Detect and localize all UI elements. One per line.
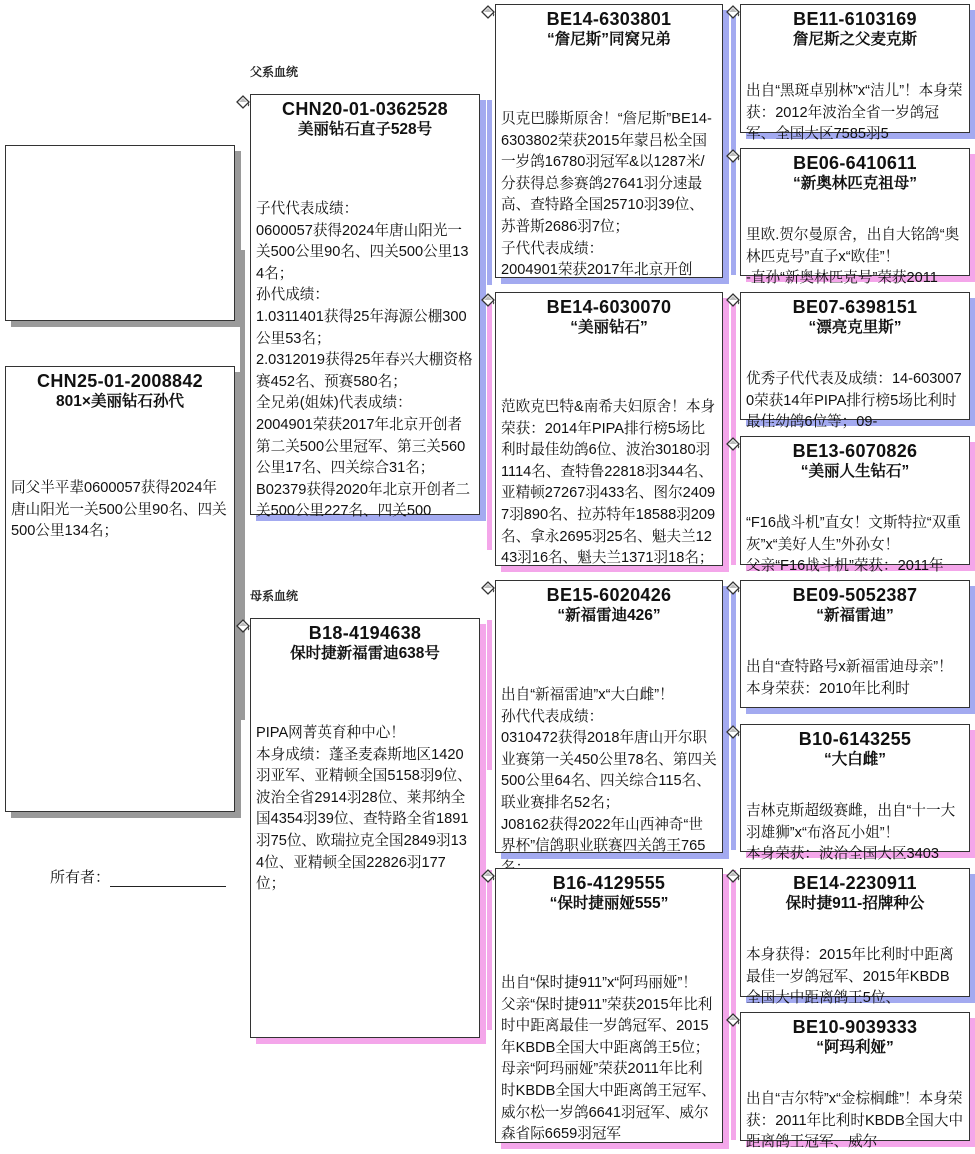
ring-number: BE14-2230911 <box>793 873 917 893</box>
dam-line-label: 母系血统 <box>250 589 299 603</box>
pigeon-name: “美丽人生钻石” <box>800 463 910 480</box>
pedigree-card-sire <box>250 94 480 520</box>
subject-pigeon-card <box>5 366 235 812</box>
pigeon-name: “漂亮克里斯” <box>808 319 902 336</box>
paint-bucket-icon[interactable] <box>235 94 251 110</box>
connector-line <box>487 620 492 770</box>
pigeon-description: 子代代表成绩： 0600057获得2024年唐山阳光一关500公里90名、四关500公里134名； 孙代成绩： 1.0311401获得25年海源公棚300公里53名； 2.0312019获得25年春兴大棚资格赛452名、预赛580名； 全兄弟(姐妹)代表成绩： 2004901荣获2017年北京开创者第二关500公里冠军、第三关560公里17名、四关综合31名； B02379获得2020年北京开创者二关500公里227名、四关500 <box>256 201 473 520</box>
pigeon-description: 出自“黑斑卓别林”x“洁儿”！本身荣获：2012年波治全省一岁鸽冠军、全国大区7585羽5 <box>746 83 963 143</box>
paint-bucket-icon[interactable] <box>725 724 741 740</box>
subject-description: 同父半平辈0600057获得2024年唐山阳光一关500公里90名、四关500公里134名； <box>11 480 227 540</box>
paint-bucket-icon[interactable] <box>725 4 741 20</box>
pigeon-name: “詹尼斯”同窝兄弟 <box>546 31 671 48</box>
ring-number: B10-6143255 <box>798 729 912 749</box>
pedigree-card-ds <box>495 580 723 853</box>
paint-bucket-icon[interactable] <box>725 436 741 452</box>
pigeon-description: PIPA网菁英育种中心！ 本身成绩：蓬圣麦森斯地区1420羽亚军、亚精顿全国5158羽9位、波治全省2914羽28位、莱邦纳全国4354羽39位、查特路全省1891羽75位、欧瑞拉克全国2849羽134位、亚精顿全国22826羽177位； <box>256 725 472 893</box>
paint-bucket-icon[interactable] <box>725 1012 741 1028</box>
pigeon-description: 出自“吉尔特”x“金棕榈雌”！本身荣获：2011年比利时KBDB全国大中距离鸽王冠军、威尔 <box>746 1091 964 1151</box>
paint-bucket-icon[interactable] <box>480 292 496 308</box>
pedigree-card-ss <box>495 4 723 278</box>
pedigree-card-dam <box>250 618 480 1038</box>
pedigree-card-sss <box>740 4 970 143</box>
pigeon-description: “F16战斗机”直女！文斯特拉“双重灰”x“美好人生”外孙女！ 父亲“F16战斗机”荣获：2011年 <box>746 515 961 575</box>
connector-line <box>487 870 492 1030</box>
pigeon-description: 里欧.贺尔曼原舍，出自大铭鸽“奥林匹克号”直子x“欧佳”！ -直孙“新奥林匹克号”荣获2011 <box>746 227 960 287</box>
pigeon-description: 出自“查特路号x新福雷迪母亲”！ 本身荣获：2010年比利时 <box>746 659 953 697</box>
ring-number: BE13-6070826 <box>792 441 918 461</box>
pedigree-card-dd <box>495 868 723 1143</box>
connector-line <box>487 300 492 550</box>
photo-placeholder <box>5 145 235 321</box>
connector-line <box>487 100 492 285</box>
ring-number: BE14-6030070 <box>546 297 672 317</box>
pedigree-card-dss <box>740 580 970 708</box>
paint-bucket-icon[interactable] <box>235 618 251 634</box>
pigeon-name: 保时捷911-招牌种公 <box>785 895 925 912</box>
pedigree-card-dds <box>740 868 970 1007</box>
owner-label: 所有者： <box>50 869 111 886</box>
ring-number: B18-4194638 <box>308 623 422 643</box>
pedigree-card-ddd <box>740 1012 970 1151</box>
connector-line <box>731 585 736 850</box>
connector-line <box>731 300 736 565</box>
pigeon-description: 本身获得：2015年比利时中距离最佳一岁鸽冠军、2015年KBDB全国大中距离鸽王5位、 <box>746 947 954 1007</box>
pigeon-name: “新福雷迪426” <box>557 607 661 624</box>
pigeon-description: 优秀子代代表及成绩：14-6030070荣获14年PIPA排行榜5场比利时最佳幼鸽6位等；09- <box>746 371 962 431</box>
connector-line <box>731 10 736 275</box>
pigeon-description: 贝克巴滕斯原舍！“詹尼斯”BE14-6303802荣获2015年蒙吕松全国一岁鸽16780羽冠军&以1287米/分获得总参赛鸽27641羽分速最高、查特路全国25710羽39位、苏普斯2686羽7位； 子代代表成绩： 2004901荣获2017年北京开创 <box>501 111 712 279</box>
pigeon-name: 詹尼斯之父麦克斯 <box>792 31 917 48</box>
pigeon-description: 出自“新福雷迪”x“大白雌”！ 孙代代表成绩： 0310472获得2018年唐山开尔职业赛第一关450公里78名、第四关500公里64名、四关综合115名、联业赛排名52名； J08162获得2022年山西神奇“世界杯”信鸽职业联赛四关鸽王765 <box>501 687 717 855</box>
pigeon-name: “美丽钻石” <box>570 319 648 336</box>
paint-bucket-icon[interactable] <box>725 580 741 596</box>
ring-number: B16-4129555 <box>552 873 666 893</box>
subject-ring-number: CHN25-01-2008842 <box>37 371 203 391</box>
subject-name: 801×美丽钻石孙代 <box>56 393 184 410</box>
pigeon-name: 保时捷新福雷迪638号 <box>290 645 440 662</box>
ring-number: BE09-5052387 <box>792 585 918 605</box>
connector-line <box>240 250 245 720</box>
paint-bucket-icon[interactable] <box>725 292 741 308</box>
pigeon-description: 范欧克巴特&南希夫妇原舍！本身荣获：2014年PIPA排行榜5场比利时最佳幼鸽6位、波治30180羽1114名、查特鲁22818羽344名、亚精顿27267羽433名、图尔24097羽890名、拉苏特年18588羽209名、拿永2695羽25名、魁夫兰1243羽16名、魁夫兰1371羽18名； <box>501 399 716 567</box>
pedigree-card-sd <box>495 292 723 566</box>
owner-field <box>50 866 226 887</box>
pigeon-name: “新奥林匹克祖母” <box>792 175 917 192</box>
ring-number: BE07-6398151 <box>792 297 918 317</box>
pigeon-name: “新福雷迪” <box>816 607 894 624</box>
pedigree-card-dsd <box>740 724 970 863</box>
ring-number: BE11-6103169 <box>793 9 917 29</box>
pigeon-name: 美丽钻石直子528号 <box>297 121 433 138</box>
pedigree-card-sdd <box>740 436 970 575</box>
pigeon-description: 吉林克斯超级赛雌，出自“十一大羽雄狮”x“布洛瓦小姐”！ 本身荣获：波治全国大区3403 <box>746 803 956 863</box>
connector-line <box>731 870 736 1140</box>
ring-number: BE15-6020426 <box>546 585 672 605</box>
ring-number: BE10-9039333 <box>792 1017 918 1037</box>
ring-number: CHN20-01-0362528 <box>282 99 448 119</box>
paint-bucket-icon[interactable] <box>725 868 741 884</box>
pigeon-name: “保时捷丽娅555” <box>549 895 669 912</box>
ring-number: BE14-6303801 <box>546 9 672 29</box>
ring-number: BE06-6410611 <box>793 153 917 173</box>
paint-bucket-icon[interactable] <box>480 868 496 884</box>
pigeon-description: 出自“保时捷911”x“阿玛丽娅”！ 父亲“保时捷911”荣获2015年比利时中距离最佳一岁鸽冠军、2015年KBDB全国大中距离鸽王5位； 母亲“阿玛丽娅”荣获2011年比利时KBDB全国大中距离鸽王冠军、威尔松一岁鸽6641羽冠军、威尔森省际6659羽冠军 <box>501 975 716 1143</box>
paint-bucket-icon[interactable] <box>480 580 496 596</box>
pigeon-name: “阿玛利娅” <box>816 1039 894 1056</box>
paint-bucket-icon[interactable] <box>480 4 496 20</box>
owner-blank-line <box>110 870 226 887</box>
paint-bucket-icon[interactable] <box>725 148 741 164</box>
sire-line-label: 父系血统 <box>250 65 299 79</box>
pedigree-card-ssd <box>740 148 970 287</box>
pedigree-card-sds <box>740 292 970 431</box>
pigeon-name: “大白雌” <box>823 751 886 768</box>
